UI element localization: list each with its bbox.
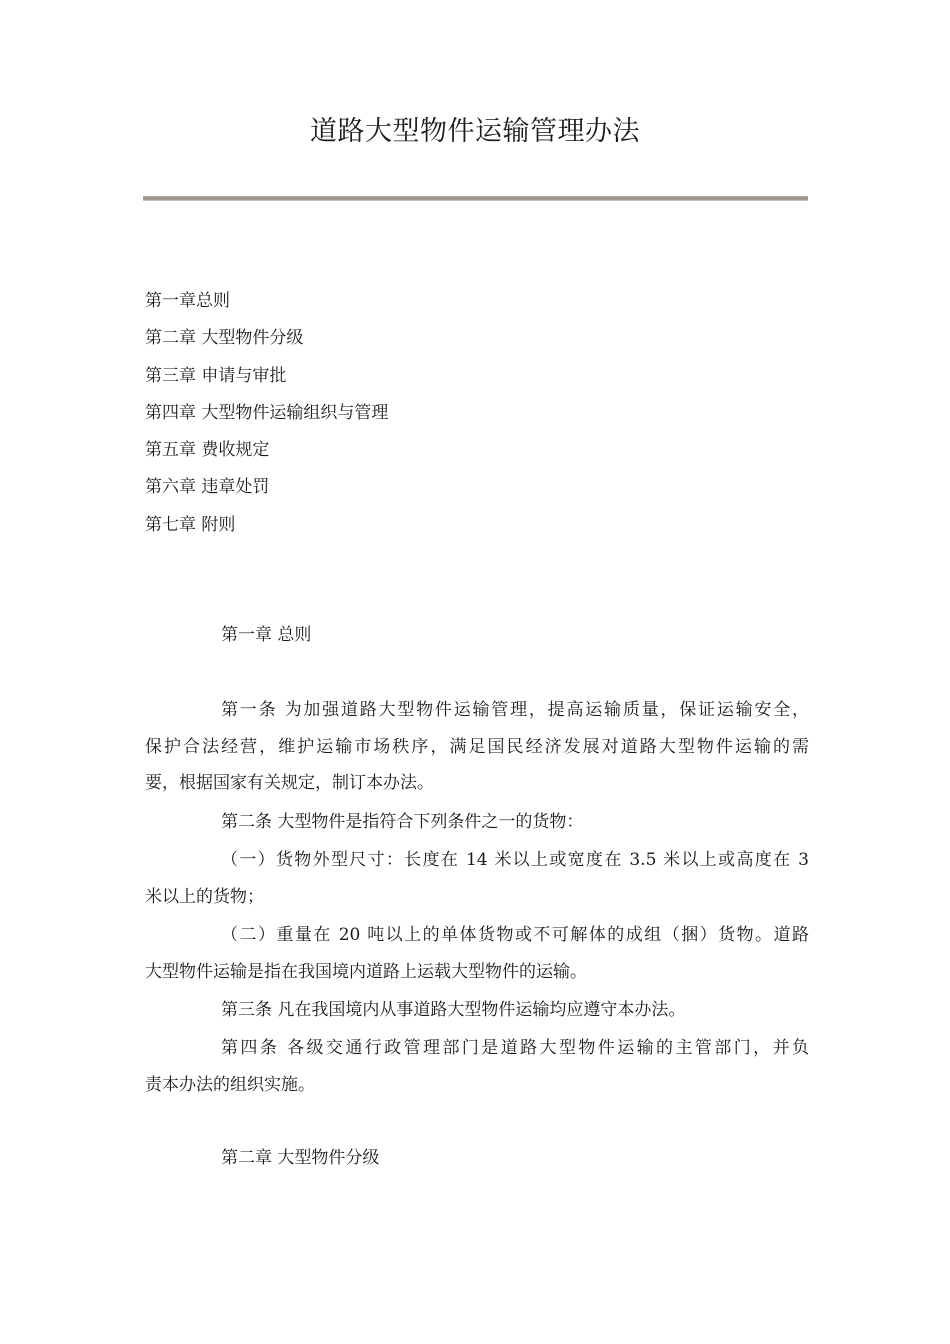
toc-item-chapter-2[interactable]: 第二章 大型物件分级	[145, 328, 304, 349]
chapter-1-heading: 第一章 总则	[221, 625, 312, 645]
chapter-2-heading: 第二章 大型物件分级	[221, 1148, 380, 1168]
article-3	[145, 992, 809, 1029]
item-2-line: （二）重量在 20 吨以上的单体货物或不可解体的成组（捆）货物。道路	[221, 925, 809, 945]
toc-item-chapter-6[interactable]: 第六章 违章处罚	[145, 477, 270, 498]
article-2-line: 第二条 大型物件是指符合下列条件之一的货物：	[221, 812, 584, 832]
article-2	[145, 804, 809, 841]
article-4	[145, 1030, 809, 1103]
article-1-line: 保护合法经营，维护运输市场秩序，满足国民经济发展对道路大型物件运输的需	[145, 736, 809, 757]
article-4-line: 第四条 各级交通行政管理部门是道路大型物件运输的主管部门，并负	[221, 1038, 809, 1058]
item-1-line: 米以上的货物；	[145, 886, 264, 907]
title-divider	[143, 196, 808, 201]
article-2-item-2	[145, 917, 809, 990]
article-1-line: 要，根据国家有关规定，制订本办法。	[145, 773, 434, 793]
document-title: 道路大型物件运输管理办法	[310, 116, 640, 147]
article-1	[145, 692, 809, 802]
item-1-line: （一）货物外型尺寸：长度在 14 米以上或宽度在 3.5 米以上或高度在 3	[221, 850, 809, 870]
article-3-line: 第三条 凡在我国境内从事道路大型物件运输均应遵守本办法。	[221, 1000, 686, 1020]
article-1-line: 第一条 为加强道路大型物件运输管理，提高运输质量，保证运输安全，	[221, 700, 809, 720]
toc-item-chapter-3[interactable]: 第三章 申请与审批	[145, 365, 287, 386]
toc-item-chapter-7[interactable]: 第七章 附则	[145, 514, 236, 535]
table-of-contents	[145, 283, 810, 544]
item-2-line: 大型物件运输是指在我国境内道路上运载大型物件的运输。	[145, 961, 587, 982]
toc-item-chapter-4[interactable]: 第四章 大型物件运输组织与管理	[145, 402, 389, 423]
toc-item-chapter-5[interactable]: 第五章 费收规定	[145, 440, 270, 461]
article-2-item-1	[145, 842, 809, 915]
toc-item-chapter-1[interactable]: 第一章总则	[145, 291, 230, 311]
article-4-line: 责本办法的组织实施。	[145, 1074, 315, 1095]
